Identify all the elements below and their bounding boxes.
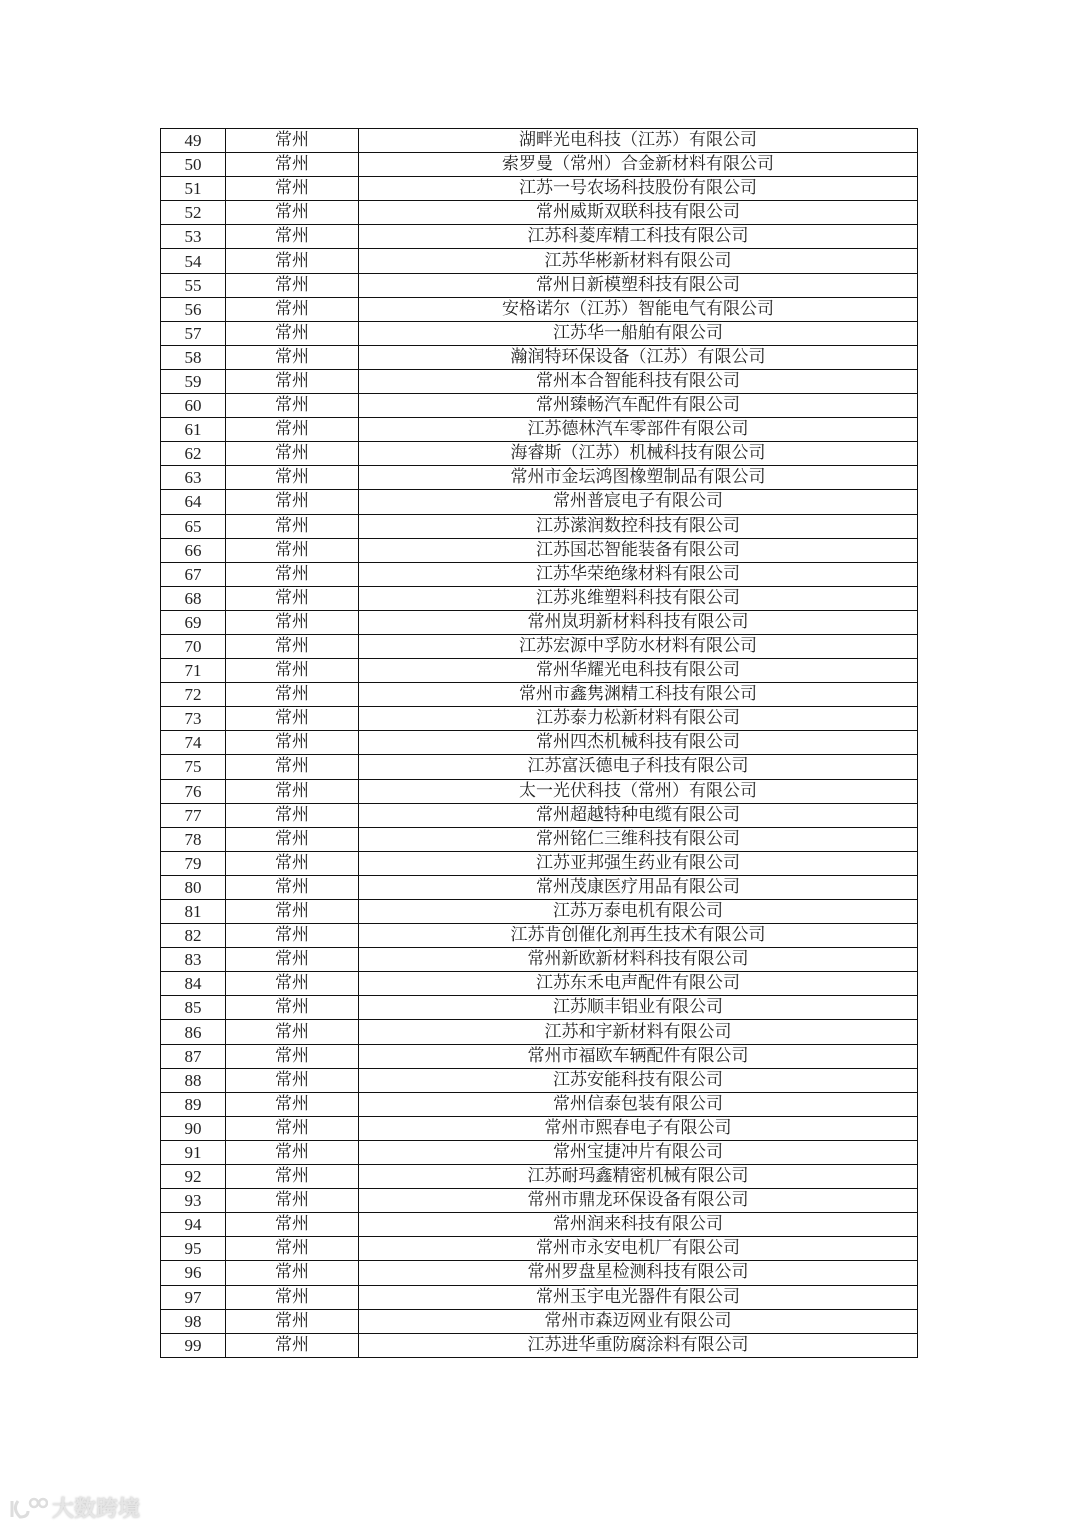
company-name: 江苏东禾电声配件有限公司 [359, 972, 918, 996]
watermark [8, 1492, 140, 1523]
company-name: 江苏潆润数控科技有限公司 [359, 514, 918, 538]
city-cell: 常州 [226, 249, 359, 273]
row-number: 57 [161, 321, 226, 345]
row-number: 99 [161, 1333, 226, 1357]
company-name: 常州新欧新材料科技有限公司 [359, 948, 918, 972]
table-row [161, 1237, 918, 1261]
city-cell: 常州 [226, 1044, 359, 1068]
table-row [161, 924, 918, 948]
company-name: 索罗曼（常州）合金新材料有限公司 [359, 153, 918, 177]
table-row [161, 225, 918, 249]
table-row [161, 659, 918, 683]
table-row [161, 755, 918, 779]
table-row [161, 129, 918, 153]
city-cell: 常州 [226, 1189, 359, 1213]
company-name: 江苏华一船舶有限公司 [359, 321, 918, 345]
table-row [161, 586, 918, 610]
row-number: 91 [161, 1140, 226, 1164]
table-row [161, 1333, 918, 1357]
city-cell: 常州 [226, 321, 359, 345]
table-row [161, 1261, 918, 1285]
city-cell: 常州 [226, 851, 359, 875]
company-name: 常州市森迈网业有限公司 [359, 1309, 918, 1333]
table-row [161, 273, 918, 297]
company-name: 江苏泰力松新材料有限公司 [359, 707, 918, 731]
company-name: 常州臻畅汽车配件有限公司 [359, 394, 918, 418]
company-name: 常州宝捷冲片有限公司 [359, 1140, 918, 1164]
company-name: 常州市福欧车辆配件有限公司 [359, 1044, 918, 1068]
company-name: 常州茂康医疗用品有限公司 [359, 875, 918, 899]
city-cell: 常州 [226, 273, 359, 297]
table-row [161, 249, 918, 273]
row-number: 74 [161, 731, 226, 755]
row-number: 69 [161, 610, 226, 634]
table-row [161, 538, 918, 562]
table-row [161, 803, 918, 827]
company-name: 常州华耀光电科技有限公司 [359, 659, 918, 683]
table-row [161, 731, 918, 755]
row-number: 71 [161, 659, 226, 683]
row-number: 61 [161, 418, 226, 442]
row-number: 89 [161, 1092, 226, 1116]
company-name: 常州信泰包装有限公司 [359, 1092, 918, 1116]
company-name: 安格诺尔（江苏）智能电气有限公司 [359, 297, 918, 321]
city-cell: 常州 [226, 201, 359, 225]
company-name: 常州威斯双联科技有限公司 [359, 201, 918, 225]
city-cell: 常州 [226, 1165, 359, 1189]
company-name: 江苏进华重防腐涂料有限公司 [359, 1333, 918, 1357]
company-name: 江苏一号农场科技股份有限公司 [359, 177, 918, 201]
row-number: 78 [161, 827, 226, 851]
company-name: 常州市鑫隽渊精工科技有限公司 [359, 683, 918, 707]
city-cell: 常州 [226, 466, 359, 490]
city-cell: 常州 [226, 1092, 359, 1116]
table-row [161, 394, 918, 418]
row-number: 87 [161, 1044, 226, 1068]
company-name: 常州超越特种电缆有限公司 [359, 803, 918, 827]
company-name: 江苏和宇新材料有限公司 [359, 1020, 918, 1044]
city-cell: 常州 [226, 827, 359, 851]
row-number: 84 [161, 972, 226, 996]
table-row [161, 1116, 918, 1140]
row-number: 90 [161, 1116, 226, 1140]
table-row [161, 321, 918, 345]
row-number: 92 [161, 1165, 226, 1189]
city-cell: 常州 [226, 1116, 359, 1140]
brand-logo-icon [8, 1495, 48, 1521]
table-row [161, 562, 918, 586]
company-name: 常州市金坛鸿图橡塑制品有限公司 [359, 466, 918, 490]
table-row [161, 466, 918, 490]
company-name: 湖畔光电科技（江苏）有限公司 [359, 129, 918, 153]
table-row [161, 1044, 918, 1068]
table-row [161, 1140, 918, 1164]
row-number: 65 [161, 514, 226, 538]
company-name: 常州润来科技有限公司 [359, 1213, 918, 1237]
row-number: 60 [161, 394, 226, 418]
row-number: 97 [161, 1285, 226, 1309]
row-number: 49 [161, 129, 226, 153]
row-number: 67 [161, 562, 226, 586]
row-number: 62 [161, 442, 226, 466]
company-name: 江苏华荣绝缘材料有限公司 [359, 562, 918, 586]
city-cell: 常州 [226, 659, 359, 683]
company-name: 江苏万泰电机有限公司 [359, 900, 918, 924]
company-name: 江苏耐玛鑫精密机械有限公司 [359, 1165, 918, 1189]
city-cell: 常州 [226, 731, 359, 755]
city-cell: 常州 [226, 683, 359, 707]
city-cell: 常州 [226, 610, 359, 634]
city-cell: 常州 [226, 297, 359, 321]
company-name: 常州日新模塑科技有限公司 [359, 273, 918, 297]
row-number: 72 [161, 683, 226, 707]
row-number: 76 [161, 779, 226, 803]
city-cell: 常州 [226, 900, 359, 924]
city-cell: 常州 [226, 1213, 359, 1237]
table-row [161, 634, 918, 658]
company-name: 太一光伏科技（常州）有限公司 [359, 779, 918, 803]
table-row [161, 442, 918, 466]
company-name: 常州普宸电子有限公司 [359, 490, 918, 514]
table-row [161, 1309, 918, 1333]
company-name: 江苏亚邦强生药业有限公司 [359, 851, 918, 875]
company-name: 常州罗盘星检测科技有限公司 [359, 1261, 918, 1285]
table-row [161, 875, 918, 899]
row-number: 68 [161, 586, 226, 610]
city-cell: 常州 [226, 996, 359, 1020]
row-number: 93 [161, 1189, 226, 1213]
row-number: 85 [161, 996, 226, 1020]
city-cell: 常州 [226, 1140, 359, 1164]
table-row [161, 779, 918, 803]
city-cell: 常州 [226, 779, 359, 803]
company-name: 江苏宏源中孚防水材料有限公司 [359, 634, 918, 658]
row-number: 55 [161, 273, 226, 297]
table-row [161, 900, 918, 924]
table-row [161, 1020, 918, 1044]
company-name: 常州市永安电机厂有限公司 [359, 1237, 918, 1261]
row-number: 86 [161, 1020, 226, 1044]
city-cell: 常州 [226, 345, 359, 369]
row-number: 54 [161, 249, 226, 273]
city-cell: 常州 [226, 972, 359, 996]
watermark-text: 大数跨境 [52, 1497, 141, 1522]
city-cell: 常州 [226, 394, 359, 418]
table-row [161, 1092, 918, 1116]
row-number: 56 [161, 297, 226, 321]
row-number: 79 [161, 851, 226, 875]
table-row [161, 972, 918, 996]
row-number: 94 [161, 1213, 226, 1237]
city-cell: 常州 [226, 225, 359, 249]
city-cell: 常州 [226, 755, 359, 779]
table-row [161, 177, 918, 201]
table-row [161, 707, 918, 731]
table-row [161, 1165, 918, 1189]
table-row [161, 851, 918, 875]
row-number: 51 [161, 177, 226, 201]
row-number: 75 [161, 755, 226, 779]
city-cell: 常州 [226, 538, 359, 562]
company-name: 常州玉宇电光器件有限公司 [359, 1285, 918, 1309]
company-name: 常州岚玥新材料科技有限公司 [359, 610, 918, 634]
row-number: 83 [161, 948, 226, 972]
city-cell: 常州 [226, 1261, 359, 1285]
company-name: 江苏安能科技有限公司 [359, 1068, 918, 1092]
company-name: 常州本合智能科技有限公司 [359, 369, 918, 393]
table-row [161, 1068, 918, 1092]
city-cell: 常州 [226, 634, 359, 658]
row-number: 64 [161, 490, 226, 514]
row-number: 53 [161, 225, 226, 249]
city-cell: 常州 [226, 442, 359, 466]
table-row [161, 514, 918, 538]
company-name: 江苏顺丰铝业有限公司 [359, 996, 918, 1020]
row-number: 88 [161, 1068, 226, 1092]
row-number: 66 [161, 538, 226, 562]
company-name: 常州四杰机械科技有限公司 [359, 731, 918, 755]
row-number: 82 [161, 924, 226, 948]
company-name: 江苏科菱库精工科技有限公司 [359, 225, 918, 249]
table-row [161, 610, 918, 634]
company-name: 江苏肯创催化剂再生技术有限公司 [359, 924, 918, 948]
table-row [161, 418, 918, 442]
company-name: 江苏国芯智能装备有限公司 [359, 538, 918, 562]
city-cell: 常州 [226, 418, 359, 442]
row-number: 80 [161, 875, 226, 899]
company-name: 海睿斯（江苏）机械科技有限公司 [359, 442, 918, 466]
city-cell: 常州 [226, 562, 359, 586]
city-cell: 常州 [226, 707, 359, 731]
company-name: 常州市鼎龙环保设备有限公司 [359, 1189, 918, 1213]
table-row [161, 297, 918, 321]
table-row [161, 948, 918, 972]
city-cell: 常州 [226, 1020, 359, 1044]
row-number: 73 [161, 707, 226, 731]
city-cell: 常州 [226, 586, 359, 610]
table-row [161, 996, 918, 1020]
table-row [161, 1285, 918, 1309]
company-name: 江苏兆维塑料科技有限公司 [359, 586, 918, 610]
table-row [161, 490, 918, 514]
table-row [161, 369, 918, 393]
row-number: 50 [161, 153, 226, 177]
city-cell: 常州 [226, 948, 359, 972]
table-body [161, 129, 918, 1358]
row-number: 96 [161, 1261, 226, 1285]
table-row [161, 1213, 918, 1237]
row-number: 70 [161, 634, 226, 658]
company-name: 江苏德林汽车零部件有限公司 [359, 418, 918, 442]
city-cell: 常州 [226, 177, 359, 201]
table-row [161, 345, 918, 369]
table-row [161, 1189, 918, 1213]
city-cell: 常州 [226, 1068, 359, 1092]
company-name: 常州市熙春电子有限公司 [359, 1116, 918, 1140]
row-number: 52 [161, 201, 226, 225]
city-cell: 常州 [226, 129, 359, 153]
company-name: 江苏富沃德电子科技有限公司 [359, 755, 918, 779]
row-number: 98 [161, 1309, 226, 1333]
city-cell: 常州 [226, 924, 359, 948]
row-number: 95 [161, 1237, 226, 1261]
company-list-table [160, 128, 918, 1358]
city-cell: 常州 [226, 369, 359, 393]
company-name: 瀚润特环保设备（江苏）有限公司 [359, 345, 918, 369]
city-cell: 常州 [226, 1333, 359, 1357]
row-number: 81 [161, 900, 226, 924]
city-cell: 常州 [226, 490, 359, 514]
row-number: 63 [161, 466, 226, 490]
row-number: 58 [161, 345, 226, 369]
table-row [161, 827, 918, 851]
city-cell: 常州 [226, 803, 359, 827]
city-cell: 常州 [226, 1309, 359, 1333]
row-number: 77 [161, 803, 226, 827]
city-cell: 常州 [226, 153, 359, 177]
company-name: 常州铭仁三维科技有限公司 [359, 827, 918, 851]
city-cell: 常州 [226, 875, 359, 899]
city-cell: 常州 [226, 1237, 359, 1261]
company-name: 江苏华彬新材料有限公司 [359, 249, 918, 273]
table-row [161, 201, 918, 225]
row-number: 59 [161, 369, 226, 393]
city-cell: 常州 [226, 514, 359, 538]
table-row [161, 683, 918, 707]
city-cell: 常州 [226, 1285, 359, 1309]
table-row [161, 153, 918, 177]
